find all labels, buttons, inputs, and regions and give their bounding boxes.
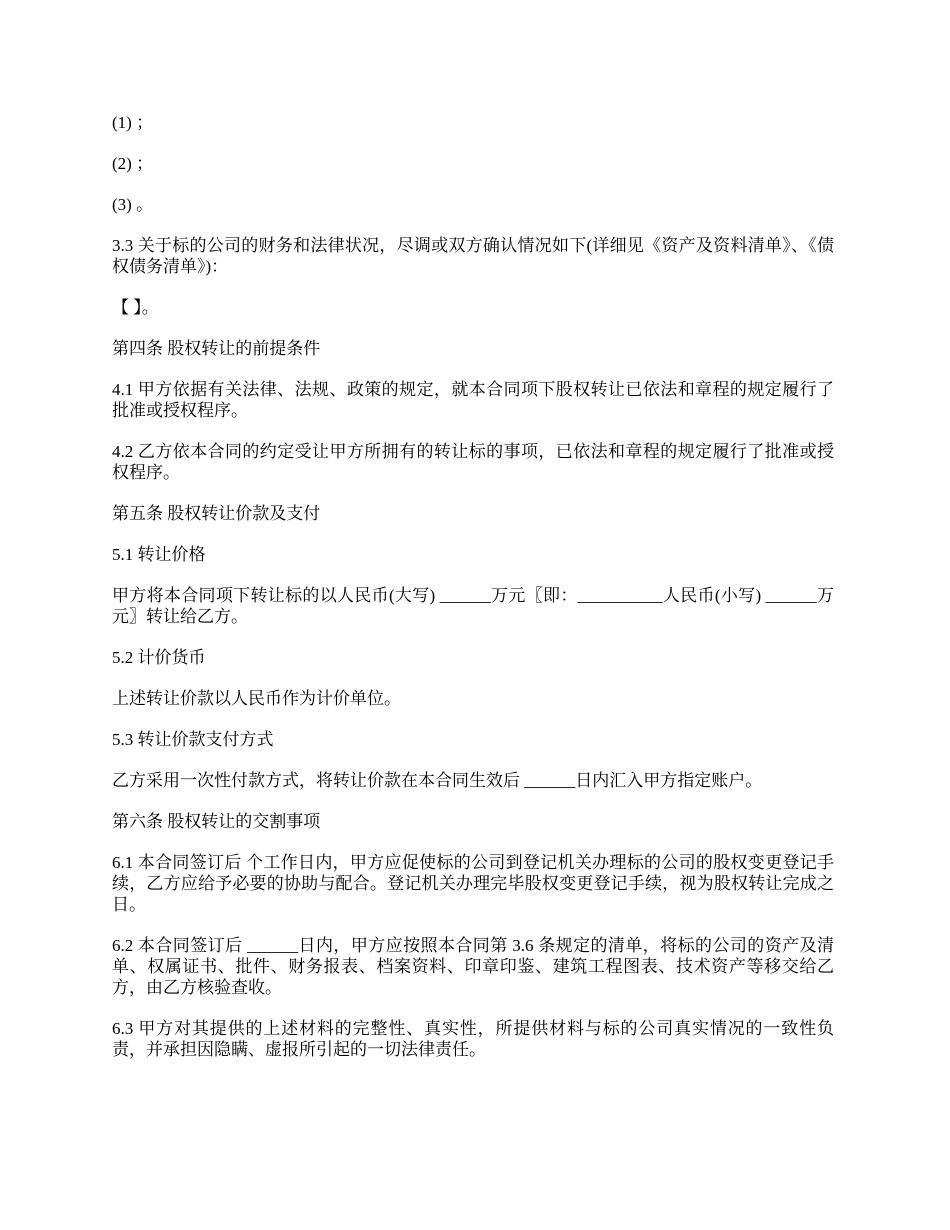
clause-3-3: 3.3 关于标的公司的财务和法律状况，尽调或双方确认情况如下(详细见《资产及资料清单》、《债权债务清单》)： xyxy=(112,236,834,276)
payment-text: 乙方采用一次性付款方式，将转让价款在本合同生效后 ______日内汇入甲方指定账户。 xyxy=(112,771,763,790)
clause-5-1: 5.1 转让价格 xyxy=(112,545,206,564)
item-1: (1) ； xyxy=(112,113,154,132)
item-3: (3) 。 xyxy=(112,195,154,214)
article-4-heading: 第四条 股权转让的前提条件 xyxy=(112,339,321,358)
price-text: 甲方将本合同项下转让标的以人民币(大写) ______万元〖即：__________人民币(小写) ______万元〗转让给乙方。 xyxy=(112,586,834,626)
clause-5-2: 5.2 计价货币 xyxy=(112,648,206,667)
clause-5-3: 5.3 转让价款支付方式 xyxy=(112,730,274,749)
clause-4-1: 4.1 甲方依据有关法律、法规、政策的规定，就本合同项下股权转让已依法和章程的规定履行了批准或授权程序。 xyxy=(112,380,834,420)
currency-text: 上述转让价款以人民币作为计价单位。 xyxy=(112,689,401,708)
clause-6-2: 6.2 本合同签订后 ______日内，甲方应按照本合同第 3.6 条规定的清单，将标的公司的资产及清单、权属证书、批件、财务报表、档案资料、印章印鉴、建筑工程图表、技术资产等移交给乙方，由乙方核验查收。 xyxy=(112,936,834,997)
clause-6-3: 6.3 甲方对其提供的上述材料的完整性、真实性，所提供材料与标的公司真实情况的一致性负责，并承担因隐瞒、虚报所引起的一切法律责任。 xyxy=(112,1019,834,1059)
clause-6-1: 6.1 本合同签订后 个工作日内，甲方应促使标的公司到登记机关办理标的公司的股权变更登记手续，乙方应给予必要的协助与配合。登记机关办理完毕股权变更登记手续，视为股权转让完成之日。 xyxy=(112,853,834,914)
bracket-placeholder: 【 】。 xyxy=(112,298,159,317)
document-page xyxy=(112,112,834,1080)
clause-4-2: 4.2 乙方依本合同的约定受让甲方所拥有的转让标的事项，已依法和章程的规定履行了批准或授权程序。 xyxy=(112,442,834,482)
item-2: (2) ； xyxy=(112,154,154,173)
article-6-heading: 第六条 股权转让的交割事项 xyxy=(112,812,321,831)
article-5-heading: 第五条 股权转让价款及支付 xyxy=(112,504,321,523)
